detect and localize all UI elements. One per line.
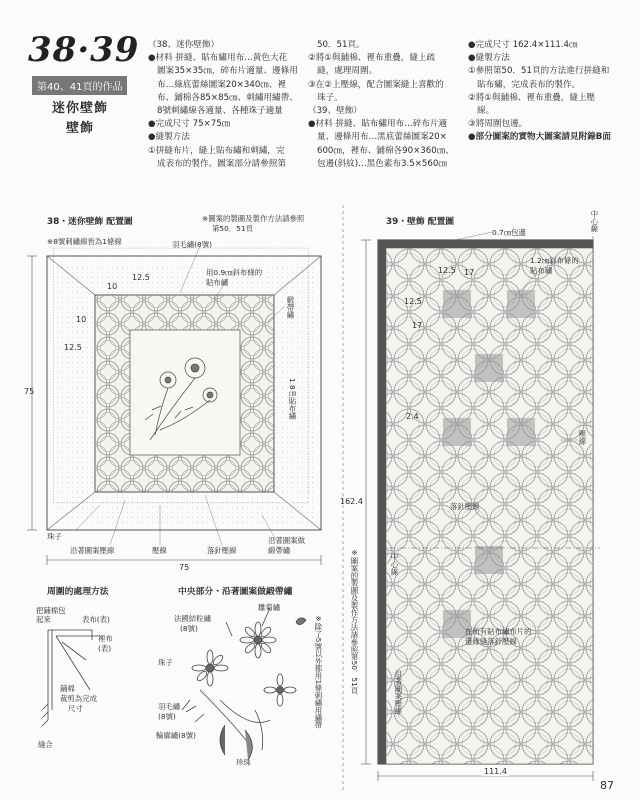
text-line: 貼布繡，完成表布的製作。 [477,79,581,90]
fig39-dim-17b: 17 [412,321,423,330]
text-line: 50．51頁。 [317,40,365,50]
cp-bead-label: 珠子 [158,658,173,667]
text-line: 8號刺繡線各適量、各種珠子適量 [157,106,283,117]
cp-lazy-label: 雛菊繡 [258,603,281,612]
fig39-width-dim: 111.4 [484,767,507,776]
fig39-dim-17a: 17 [464,268,475,277]
fig39-dim-125a: 12.5 [438,266,456,275]
text-line: 布…綠底蕾絲圖案20×340㎝、裡 [157,79,287,90]
text-line: 600㎝，裡布、鋪棉各90×360㎝、 [317,145,454,156]
fig39-center-label-h: 中心線 [390,553,399,576]
project-number: 38·39 [28,30,140,70]
text-line: 珠子。 [317,92,343,103]
fig39-bias-label1: 1.2㎝斜布條的 [530,256,579,265]
subtitle-wall: 壁飾 [66,121,95,136]
fig38-dim-125b: 12.5 [64,343,82,352]
fig39-note2: 邊緣縫落針壓線 [465,637,517,646]
edge-back-label: 裡布 [98,634,113,643]
edge-back-label2: (表) [98,644,112,653]
subtitle-mini: 迷你壁飾 [52,101,109,116]
fig39-dim-125b: 12.5 [404,297,422,306]
fig38-thread-note: ※8號刺繡線皆為1條線 [47,237,122,246]
fig38-note: ※圖案的製圖及製作方法請參照 [202,214,305,223]
quilt-38-diagram [27,246,321,565]
fig39-bias-label2: 貼布繡 [530,266,553,275]
text-line: （38、迷你壁飾） [148,40,220,50]
text-line: ●材料 拼縫、貼布繡用布…碎布片適 [308,119,448,130]
fig38-ribbon-quilt1: 沿著圖案做 [268,536,305,545]
center-part-title: 中央部分・沿著圖案做緞帶繡 [178,587,293,597]
edge-top-label: 表布(表) [82,615,110,624]
text-line: ●部分圖案的實物大圖案請見附錄B面 [468,132,611,143]
text-line: ②將①與鋪棉、裡布重疊，縫上壓 [468,92,596,103]
cp-french-label: 法國結粒繡 [174,614,211,623]
fig38-ditch-label: 落針壓線 [207,546,237,555]
edge-bind-label: 把鋪棉包 [36,606,66,615]
fig39-dim-24: 2.4 [406,412,419,421]
text-line: ●材料 拼縫、貼布繡用布…黃色大花 [148,53,288,64]
text-line: 圖案35×35㎝，碎布片適量、邊條用 [157,66,298,77]
cp-french-label2: (8號) [180,624,198,633]
text-line: ①拼縫布片，縫上貼布繡和刺繡，完 [148,145,285,156]
text-line: 縫，處理周圍。 [317,66,378,77]
edge-bind-label2: 起來 [36,615,51,624]
fig39-center-label: 中心線 [590,210,599,233]
text-line: （39、壁飾） [308,106,362,117]
edge-batting-label2: 裁剪為完成 [60,694,97,703]
fig39-title: 39・壁飾 配置圖 [386,217,455,227]
cp-pearl-label: 珍珠 [236,758,251,767]
fig38-dim-125a: 12.5 [132,273,150,282]
fig38-dim-10b: 10 [76,315,87,324]
fig38-bead-label: 珠子 [47,532,62,541]
text-line: ●完成尺寸 162.4×111.4㎝ [468,40,578,50]
text-line: 布、鋪棉各85×85㎝、刺繡用繡帶、 [157,92,298,103]
text-line: ●完成尺寸 75×75㎝ [148,119,231,130]
embroidery-detail [182,608,306,760]
edge-batting-label: 鋪棉 [60,684,75,693]
cp-vnote: ※除了5號以外都用1條刺繡用繡帶 [314,614,323,729]
edge-batting-label3: 尺寸 [68,704,83,713]
text-line: ●縫製方法 [148,132,190,143]
fig38-height-dim: 75 [24,387,35,396]
cp-feather-label: 羽毛繡 [158,702,181,711]
text-line: ③將周圍包邊。 [468,119,528,130]
fig38-feather-label: 羽毛繡(8號) [172,240,213,249]
fig39-vnote: ※圖案的製圖及製作方法請參照第50．51頁 [350,548,359,695]
works-page-band: 第40、41頁的作品 [32,76,127,95]
fig38-width-dim: 75 [179,563,190,572]
edge-blind-label: 縫合 [38,740,53,749]
fig38-bias-label2: 貼布繡 [206,278,229,287]
cp-feather-label2: (8號) [158,712,176,721]
text-line: ①參照第50．51頁的方法進行拼縫和 [468,66,610,77]
cp-outline-label: 輪廓繡(8號) [156,731,197,740]
fig38-bias-vertical: 1.8㎝貼布繡 [288,378,297,420]
fig39-height-dim: 162.4 [340,497,363,506]
fig39-quilt-label: 壓線 [578,430,587,445]
text-line: 成表布的製作。圖案部分請參照第 [157,158,286,169]
fig39-binding-label: 0.7㎝包邊 [492,228,526,237]
text-line: ③在②上壓線，配合圖案縫上喜歡的 [308,79,444,90]
text-line: 量、邊條用布…黑底蕾絲圖案20× [317,132,447,143]
fig38-outline-label: 沿著圖案壓線 [70,546,115,555]
text-line: ●縫製方法 [468,53,510,64]
fig38-ribbon-quilt2: 緞帶繡 [268,546,291,555]
fig38-note2: 第50．51頁 [212,224,253,233]
fig38-title: 38・迷你壁飾 配置圖 [47,217,133,227]
fig39-note1: 在所有貼布繡布片的 [465,627,532,636]
text-line: ②將①與鋪棉、裡布重疊，縫上疏 [308,53,436,64]
fig38-dim-10a: 10 [107,282,118,291]
fig38-quilt-label: 壓線 [152,546,167,555]
fig38-ribbon-label: 緞帶繡 [286,296,295,319]
fig38-bias-label1: 用0.9㎝斜布條的 [206,268,263,277]
text-line: 線。 [477,106,495,117]
edge-title: 周圍的處理方法 [47,587,109,597]
page-number: 87 [600,779,614,792]
text-line: 包邊(斜紋)…黑色素布3.5×560㎝ [317,158,447,169]
fig39-ditch-label: 落針壓線 [450,502,480,511]
fig39-outline-label: 沿著圖案壓線 [394,670,403,715]
